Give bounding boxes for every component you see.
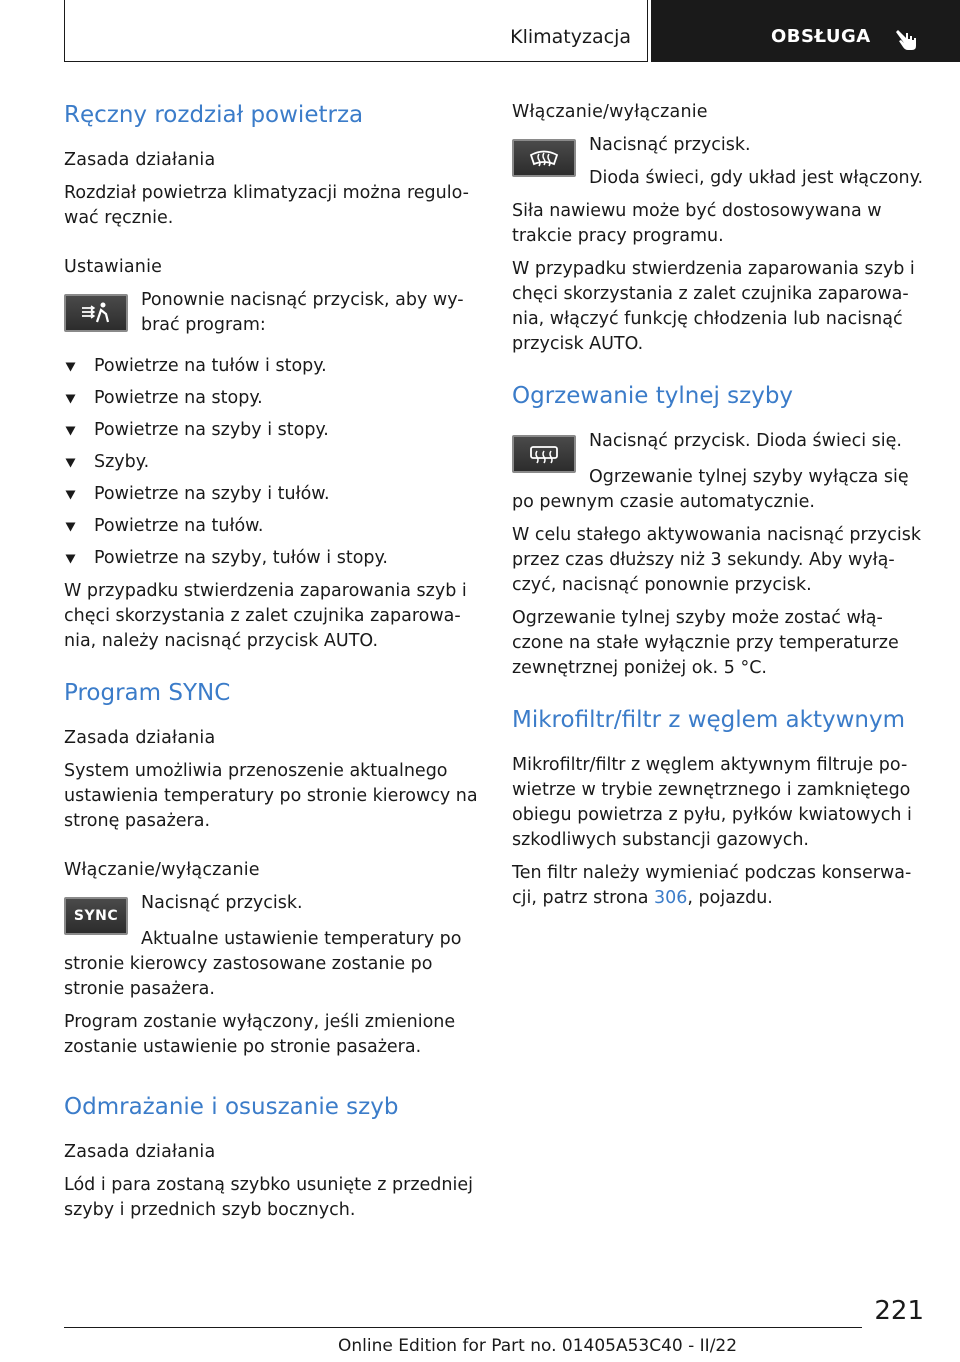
sync-press-text: Nacisnąć przycisk. — [141, 893, 303, 913]
rear-press-text: Nacisnąć przycisk. Dioda świeci się. — [589, 431, 902, 451]
rear-auto-off-text: Ogrzewanie tylnej szyby wyłącza się po pewnym czasie automatycznie. — [512, 467, 909, 512]
left-column — [64, 100, 484, 1231]
defrost-airflow-text: Siła nawiewu może być dostosowywana w trakcie pracy programu. — [512, 201, 882, 246]
list-item: Powietrze na szyby i stopy. — [64, 418, 484, 443]
manual-principle-text: Rozdział powietrza klimatyzacji można regulo-wać ręcznie. — [64, 183, 469, 228]
manual-setting-text: Ponownie nacisnąć przycisk, aby wy-brać program: — [141, 290, 464, 335]
section-tab — [64, 0, 648, 62]
rear-heating-title: Ogrzewanie tylnej szyby — [512, 383, 794, 409]
defrost-led-text: Dioda świeci, gdy układ jest włączony. — [589, 168, 924, 188]
page-link-306[interactable]: 306 — [653, 888, 688, 908]
airflow-distribution-button — [64, 294, 128, 332]
list-item: Powietrze na tułów. — [64, 514, 484, 539]
defrost-fog-text: W przypadku stwierdzenia zaparowania szyb i chęci skorzystania z zalet czujnika zaparowa-nia, włączyć funkcję chłodzenia lub nacisnąć przycisk AUTO. — [512, 259, 915, 354]
sync-principle-text: System umożliwia przenoszenie aktualnego ustawienia temperatury po stronie kierowcy na stronę pasażera. — [64, 761, 478, 831]
filter-replace-text — [512, 861, 928, 911]
sync-title: Program SYNC — [64, 680, 231, 706]
section-title: Klimatyzacja — [510, 26, 631, 48]
rear-heating-button-text — [589, 429, 928, 454]
sync-result-text: Aktualne ustawienie temperatury po stronie kierowcy zastosowane zostanie po stronie pasażera. — [64, 929, 462, 999]
filter-title: Mikrofiltr/filtr z węglem aktywnym — [512, 707, 905, 733]
defrost-title: Odmrażanie i osuszanie szyb — [64, 1094, 399, 1120]
page-number: 221 — [874, 1296, 924, 1326]
sync-button-text — [141, 891, 484, 916]
list-item: Powietrze na stopy. — [64, 386, 484, 411]
manual-fog-text: W przypadku stwierdzenia zaparowania szyb i chęci skorzystania z zalet czujnika zaparowa-nia, należy nacisnąć przycisk AUTO. — [64, 581, 467, 651]
defrost-press-text: Nacisnąć przycisk. — [589, 135, 751, 155]
rear-window-heating-icon — [527, 442, 561, 466]
list-item: Powietrze na szyby, tułów i stopy. — [64, 546, 484, 571]
footer-divider — [64, 1327, 862, 1328]
filter-desc-text: Mikrofiltr/filtr z węglem aktywnym filtruje po-wietrze w trybie zewnętrznego i zamkniętego obiegu powietrza z pyłu, pyłków kwiatowych i szkodliwych substancji gazowych. — [512, 755, 912, 850]
defrost-principle-text: Lód i para zostaną szybko usunięte z przedniej szyby i przednich szyb bocznych. — [64, 1175, 473, 1220]
program-list — [64, 354, 484, 571]
airflow-button-row — [64, 288, 484, 346]
list-item: Powietrze na szyby i tułów. — [64, 482, 484, 507]
defrost-button-text — [589, 133, 928, 191]
right-column — [512, 100, 928, 919]
filter-replace-before: Ten filtr należy wymieniać podczas konserwa-cji, patrz strona — [512, 863, 912, 908]
defrost-principle-heading: Zasada działania — [64, 1142, 216, 1162]
sync-principle-heading: Zasada działania — [64, 728, 216, 748]
list-item: Powietrze na tułów i stopy. — [64, 354, 484, 379]
chapter-tab — [651, 0, 960, 62]
manual-distribution-title: Ręczny rozdział powietrza — [64, 102, 364, 128]
manual-setting-heading: Ustawianie — [64, 257, 163, 277]
filter-replace-after: , pojazdu. — [687, 888, 773, 908]
page-header — [64, 0, 960, 64]
rear-heating-button-row — [512, 429, 928, 487]
windshield-defrost-icon — [527, 146, 561, 170]
airflow-distribution-icon — [79, 301, 113, 325]
rear-permanent-text: W celu stałego aktywowania nacisnąć przycisk przez czas dłuższy niż 3 sekundy. Aby wyłą-czyć, nacisnąć ponownie przycisk. — [512, 525, 921, 595]
edition-text: Online Edition for Part no. 01405A53C40 - II/22 — [338, 1336, 738, 1356]
chapter-title: OBSŁUGA — [771, 26, 871, 47]
sync-button — [64, 897, 128, 935]
rear-window-heating-button — [512, 435, 576, 473]
list-item: Szyby. — [64, 450, 484, 475]
airflow-button-text — [141, 288, 484, 338]
sync-onoff-heading: Włączanie/wyłączanie — [64, 860, 260, 880]
manual-principle-heading: Zasada działania — [64, 150, 216, 170]
sync-off-text: Program zostanie wyłączony, jeśli zmienione zostanie ustawienie po stronie pasażera. — [64, 1012, 456, 1057]
windshield-defrost-button — [512, 139, 576, 177]
pointing-hand-icon — [895, 26, 921, 52]
defrost-onoff-heading: Włączanie/wyłączanie — [512, 102, 708, 122]
defrost-button-row — [512, 133, 928, 191]
rear-temp-text: Ogrzewanie tylnej szyby może zostać włą-czone na stałe wyłącznie przy temperaturze zewnętrznej poniżej ok. 5 °C. — [512, 608, 899, 678]
sync-button-row — [64, 891, 484, 949]
sync-button-label: SYNC — [73, 907, 119, 924]
